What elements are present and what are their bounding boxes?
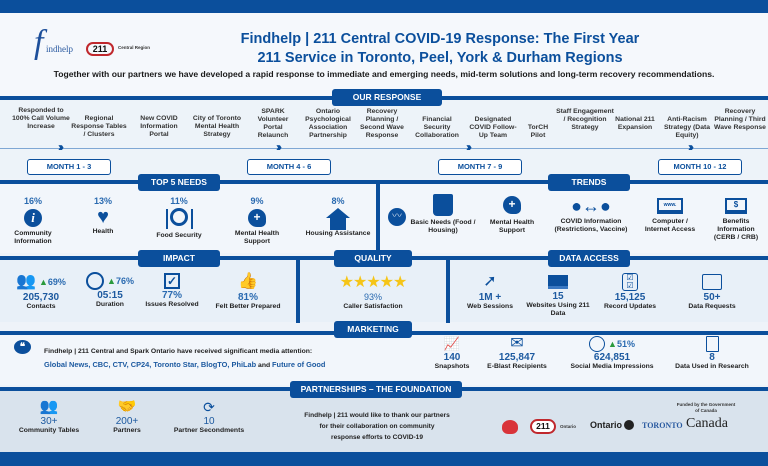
- our-response-tab: OUR RESPONSE: [332, 89, 442, 106]
- thumbs-up-icon: 👍: [238, 273, 258, 290]
- partnerships-tab: PARTNERSHIPS – THE FOUNDATION: [290, 381, 462, 398]
- trend-label: Benefits Information (CERB / CRB): [713, 218, 759, 241]
- laptop-dollar-icon: $: [725, 198, 747, 214]
- heart-pulse-icon: ♥: [97, 206, 109, 228]
- data-item-record-updates: [598, 272, 662, 311]
- needs-divider: [0, 180, 768, 184]
- timeline-item: SPARK Volunteer Portal Relaunch: [257, 108, 289, 139]
- timeline-item: Recovery Planning / Second Wave Response: [360, 108, 404, 139]
- timeline-item: City of Toronto Mental Health Strategy: [192, 115, 242, 138]
- laptop-icon: [548, 275, 568, 289]
- trend-item-basic-needs: [410, 194, 476, 235]
- marketing-label: Data Used in Research: [675, 363, 749, 370]
- media-outlets: [44, 360, 325, 369]
- five-stars-icon: ★★★★★: [339, 274, 407, 291]
- checklist-icon: ☑ ☑: [622, 273, 638, 291]
- timeline-item: Staff Engagement / Recognition Strategy: [556, 108, 614, 131]
- people-icon: 👥: [16, 273, 36, 290]
- clock-icon: [86, 272, 104, 290]
- need-item-health: [74, 196, 132, 236]
- impact-item-issues-resolved: [142, 272, 202, 309]
- house-icon: [326, 208, 350, 230]
- data-access-tab: DATA ACCESS: [548, 250, 630, 267]
- impact-label: Duration: [96, 301, 124, 308]
- folder-icon: [702, 274, 722, 290]
- data-value: 15: [552, 291, 564, 302]
- data-label: Websites Using 211 Data: [526, 302, 590, 317]
- impact-value: 81%: [237, 292, 258, 303]
- need-pct: 8%: [331, 196, 345, 206]
- marketing-value: 125,847: [498, 352, 536, 363]
- info-icon: i: [24, 209, 42, 227]
- need-pct: 9%: [250, 196, 264, 206]
- top-bar: [0, 0, 768, 13]
- data-value: 15,125: [614, 292, 646, 303]
- need-item-housing: [300, 196, 376, 238]
- change-up-indicator: ▲76%: [107, 276, 134, 286]
- impact-item-duration: [80, 272, 140, 309]
- trends-tab: TRENDS: [548, 174, 630, 191]
- trend-item-mental-health: [482, 194, 542, 235]
- timeline-line: [0, 148, 768, 149]
- thanks-line: for their collaboration on community: [319, 423, 435, 430]
- quality-data-separator: [446, 256, 450, 323]
- partnership-item-partners: [102, 398, 152, 435]
- exchange-people-icon: ⟳: [203, 399, 215, 415]
- trend-label: Mental Health Support: [489, 219, 535, 234]
- need-item-food-security: [144, 196, 214, 240]
- thanks-line: Findhelp | 211 would like to thank our partners: [304, 412, 450, 419]
- data-value: 1M +: [478, 292, 502, 303]
- change-value: 51%: [616, 339, 635, 349]
- media-outlet-last: Future of Good: [272, 360, 326, 369]
- partnership-label: Partner Secondments: [173, 427, 245, 434]
- need-pct: 16%: [23, 196, 42, 206]
- footer-bar: [0, 452, 768, 466]
- distancing-icon: ●↔●: [571, 196, 611, 216]
- handshake-icon: 🤝: [117, 398, 137, 415]
- plate-cutlery-icon: [164, 208, 194, 230]
- needs-trends-separator: [376, 180, 380, 252]
- month-label: MONTH 7 - 9: [438, 159, 522, 175]
- marketing-value: 8: [709, 352, 715, 363]
- marketing-label: E-Blast Recipients: [487, 363, 547, 370]
- trend-item-benefits: [706, 194, 766, 242]
- logo-211-ontario-sub: Ontario: [560, 424, 577, 429]
- chevron-right-icon: ›››: [688, 140, 691, 154]
- marketing-value: 140: [443, 352, 461, 363]
- logo-ontario: Ontario: [590, 420, 623, 430]
- cursor-icon: ➚: [483, 273, 497, 290]
- timeline-item: Regional Response Tables / Clusters: [71, 115, 127, 138]
- marketing-label: Social Media Impressions: [570, 363, 654, 370]
- ontario-trillium-icon: [624, 420, 634, 430]
- title-line-1: Findhelp | 211 Central COVID-19 Response: The First Year: [240, 31, 640, 47]
- findhelp-logo-f: f: [34, 24, 44, 61]
- logo-211-ontario: 211: [530, 419, 556, 434]
- change-value: 69%: [47, 277, 66, 287]
- change-value: 76%: [115, 276, 134, 286]
- timeline-item: Designated COVID Follow-Up Team: [469, 116, 517, 139]
- trend-label: COVID Information (Restrictions, Vaccine): [554, 218, 628, 233]
- partnership-item-community-tables: [14, 398, 84, 435]
- impact-value: 05:15: [97, 290, 123, 301]
- impact-label: Felt Better Prepared: [215, 303, 281, 310]
- partnerships-thanks: [292, 410, 462, 443]
- month-label: MONTH 10 - 12: [658, 159, 742, 175]
- timeline-item: Ontario Psychological Association Partnership: [305, 108, 351, 139]
- timeline-item: Recovery Planning / Third Wave Response: [714, 108, 766, 131]
- change-up-indicator: ▲51%: [608, 339, 635, 349]
- timeline-item: Financial Security Collaboration: [415, 116, 459, 139]
- partnership-label: Partners: [113, 427, 141, 434]
- trend-item-covid-info: [548, 194, 634, 234]
- month-label: MONTH 1 - 3: [27, 159, 111, 175]
- need-label: Food Security: [156, 232, 202, 239]
- social-network-icon: [589, 336, 605, 352]
- change-up-indicator: ▲69%: [38, 277, 66, 287]
- data-label: Record Updates: [603, 303, 657, 310]
- marketing-item-research: [670, 336, 754, 371]
- page-subtitle: Together with our partners we have developed a rapid response to immediate and emerging needs, mid-term solutions and long-term recovery recommendations.: [53, 69, 715, 79]
- impact-item-felt-prepared: [210, 272, 286, 311]
- red-cap-logo: [502, 420, 518, 434]
- findhelp-logo-text: indhelp: [46, 44, 73, 54]
- page-title: [190, 30, 690, 68]
- partnership-label: Community Tables: [18, 427, 80, 434]
- quality-value: 93%: [363, 292, 382, 302]
- checkbox-icon: ✓: [164, 273, 180, 289]
- grocery-bag-icon: [433, 194, 453, 216]
- need-label: Mental Health Support: [234, 230, 280, 245]
- need-label: Housing Assistance: [305, 230, 371, 237]
- marketing-item-snapshots: [432, 336, 472, 371]
- logo-toronto: TORONTO: [642, 421, 683, 430]
- timeline-item: TorCH Pilot: [527, 124, 549, 139]
- data-label: Data Requests: [688, 303, 736, 310]
- impact-value: 205,730: [22, 292, 60, 303]
- marketing-label: Snapshots: [434, 363, 470, 370]
- trend-label: Computer / Internet Access: [644, 218, 696, 233]
- partnership-item-secondments: [170, 398, 248, 435]
- timeline-item: Responded to 100% Call Volume Increase: [12, 107, 70, 130]
- head-plus-icon: +: [503, 196, 521, 214]
- chevron-right-icon: ›››: [276, 140, 279, 154]
- logo-211: 211: [86, 42, 114, 56]
- media-intro: Findhelp | 211 Central and Spark Ontario have received significant media attention:: [44, 348, 313, 355]
- title-line-2: 211 Service in Toronto, Peel, York & Durham Regions: [257, 50, 623, 66]
- month-label: MONTH 4 - 6: [247, 159, 331, 175]
- thanks-line: response efforts to COVID-19: [331, 434, 423, 441]
- top5-needs-tab: TOP 5 NEEDS: [138, 174, 220, 191]
- data-item-websites: [526, 272, 590, 318]
- media-and: and: [256, 362, 273, 369]
- chevron-right-icon: ›››: [58, 140, 61, 154]
- quality-caption: Caller Satisfaction: [343, 303, 403, 310]
- trend-line-icon: 〰: [388, 208, 406, 226]
- data-value: 50+: [703, 292, 721, 303]
- impact-item-contacts: [6, 272, 76, 311]
- chart-growth-icon: 📈: [443, 336, 461, 351]
- funded-by-text: Funded by the Government of Canada: [676, 402, 736, 413]
- quote-bubble-icon: ❝: [14, 340, 31, 354]
- timeline-item: National 211 Expansion: [615, 116, 655, 131]
- need-pct: 11%: [170, 196, 188, 206]
- timeline-item: Anti-Racism Strategy (Data Equity): [663, 116, 711, 139]
- marketing-item-social-impressions: [566, 336, 658, 371]
- impact-value: 77%: [161, 290, 182, 301]
- need-label: Health: [92, 228, 114, 235]
- chevron-right-icon: ›››: [466, 140, 469, 154]
- impact-tab: IMPACT: [138, 250, 220, 267]
- partnership-value: 30+: [40, 416, 58, 427]
- head-plus-icon: +: [248, 209, 266, 227]
- logo-canada: Canada: [686, 416, 728, 431]
- need-pct: 13%: [93, 196, 112, 206]
- partnership-value: 200+: [115, 416, 139, 427]
- timeline-item: New COVID Information Portal: [140, 115, 178, 138]
- data-item-web-sessions: [460, 272, 520, 311]
- marketing-value: 624,851: [593, 352, 631, 363]
- trend-label: Basic Needs (Food / Housing): [410, 219, 476, 234]
- need-item-mental-health: [228, 196, 286, 246]
- data-item-data-requests: [680, 272, 744, 311]
- media-outlets-list: Global News, CBC, CTV, CP24, Toronto Star, BlogTO, PhiLab: [44, 360, 257, 369]
- data-label: Web Sessions: [467, 303, 513, 310]
- impact-label: Issues Resolved: [145, 301, 199, 308]
- quality-tab: QUALITY: [334, 250, 412, 267]
- quality-block: [300, 274, 446, 311]
- trend-item-internet-access: [640, 194, 700, 234]
- envelope-icon: ✉: [510, 335, 524, 352]
- logo-central-region: Central Region: [118, 45, 151, 50]
- partnership-value: 10: [203, 416, 215, 427]
- marketing-tab: MARKETING: [334, 321, 412, 338]
- group-table-icon: 👥: [39, 398, 59, 415]
- need-item-community-info: [4, 196, 62, 246]
- laptop-www-icon: www.: [657, 198, 683, 214]
- impact-label: Contacts: [26, 303, 56, 310]
- marketing-item-eblast: [482, 336, 552, 371]
- document-search-icon: [706, 336, 719, 352]
- need-label: Community Information: [14, 230, 52, 245]
